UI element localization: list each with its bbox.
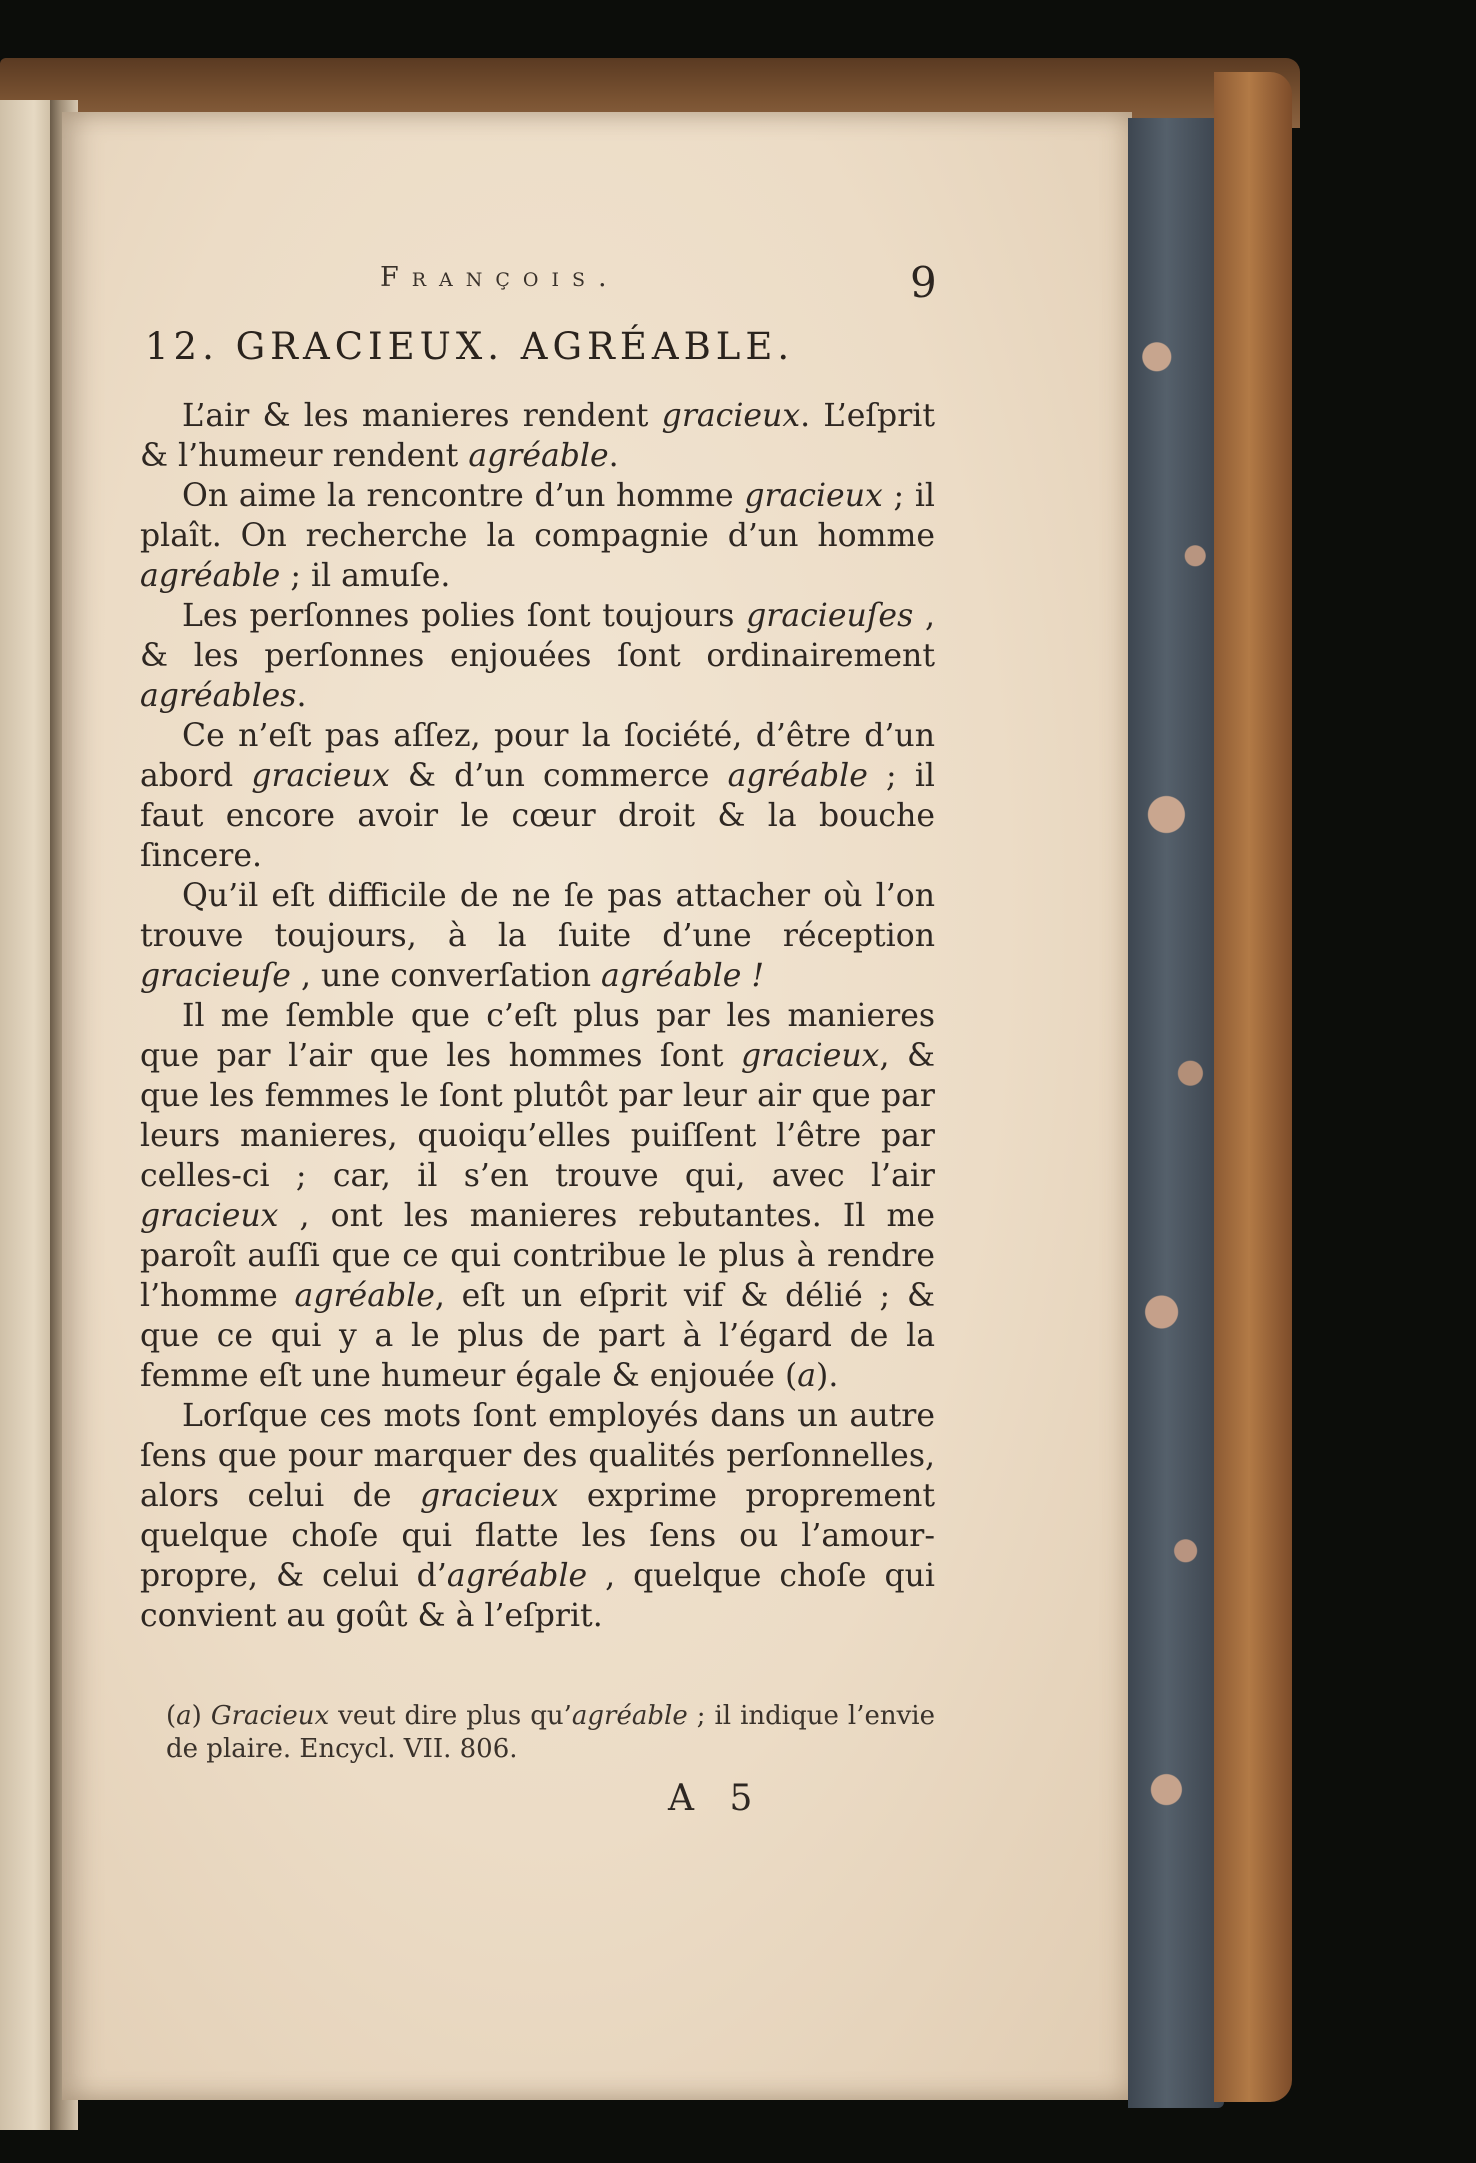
footnote [140,1700,935,1766]
text-run: . [296,678,307,714]
entry-body [140,396,935,1636]
text-run: ; il faut encore avoir le cœur droit & la bouche ſincere. [140,758,935,874]
page-number: 9 [910,258,937,307]
text-run: . [608,438,619,474]
italic-term: gracieux [741,1038,880,1074]
paragraph [140,596,935,716]
text-run: L’air & les manieres rendent [182,398,662,434]
italic-term: agréable [727,758,868,794]
text-run: Lorſque ces mots ſont employés dans un autre ſens que pour marquer des qualités perſonnelles, alors celui de [140,1398,935,1514]
text-run: , eſt un eſprit vif & délié ; & que ce qui y a le plus de part à l’égard de la femme eſt une humeur égale & enjouée ( [140,1278,935,1394]
text-run: ) [191,1701,211,1731]
text-run: On aime la rencontre d’un homme [182,478,745,514]
text-run: Qu’il eſt difficile de ne ſe pas attacher où l’on trouve toujours, à la ſuite d’une réception [140,878,935,954]
paragraph [140,1396,935,1636]
italic-term: gracieuſes [746,598,914,634]
italic-term: agréable [446,1558,588,1594]
text-run: , & les perſonnes enjouées ſont ordinairement [140,598,936,674]
paragraph [140,476,935,596]
leather-board [1214,72,1292,2102]
italic-term: gracieuſe [140,958,291,994]
italic-term: Gracieux [210,1701,330,1731]
text-run: Il me ſemble que c’eſt plus par les manieres que par l’air que les hommes ſont [140,998,935,1074]
text-run: , quelque choſe qui convient au goût & à l’eſprit. [140,1558,936,1634]
footnote-text [140,1700,935,1766]
text-run: ( [166,1701,177,1731]
text-run: ; il indique l’envie de plaire. Encycl. VII. 806. [166,1701,935,1764]
text-run: & d’un commerce [389,758,728,794]
text-run: ; il plaît. On recherche la compagnie d’un homme [140,478,935,554]
text-run: . L’eſprit & l’humeur rendent [140,398,935,474]
italic-term: a [176,1701,192,1731]
text-run: , une converſation [290,958,602,994]
text-run: veut dire plus qu’ [329,1701,572,1731]
text-run: , ont les manieres rebutantes. Il me paroît auſſi que ce qui contribue le plus à rendre l’homme [140,1198,935,1314]
italic-term: agréable ! [601,958,765,994]
italic-term: gracieux [140,1198,279,1234]
paragraph [140,996,935,1396]
text-run: ; il amuſe. [280,558,451,594]
marbled-fore-edge [1128,118,1224,2108]
italic-term: gracieux [251,758,390,794]
italic-term: agréable [294,1278,435,1314]
paragraph [140,396,935,476]
italic-term: agréable [571,1701,688,1731]
italic-term: agréable [468,438,609,474]
italic-term: a [797,1358,817,1394]
italic-term: gracieux [744,478,883,514]
text-run: ). [816,1358,839,1394]
italic-term: agréable [140,558,281,594]
text-run: Les perſonnes polies ſont toujours [182,598,747,634]
paragraph [140,876,935,996]
paragraph [140,716,935,876]
running-head [330,258,950,312]
entry-heading: 12. GRACIEUX. AGRÉABLE. [145,325,795,368]
running-head-title: François. [380,262,620,293]
text-run: , & que les femmes le ſont plutôt par leur air que par leurs manieres, quoiqu’elles puiſſent l’être par celles-ci ; car, il s’en trouve qui, avec l’air [140,1038,935,1194]
text-run: Ce n’eſt pas aſſez, pour la ſociété, d’être d’un abord [140,718,935,794]
text-run: exprime proprement quelque choſe qui flatte les ſens ou l’amour-propre, & celui d’ [140,1478,936,1594]
italic-term: gracieux [419,1478,559,1514]
italic-term: gracieux [661,398,801,434]
signature-mark: A 5 [668,1778,765,1819]
italic-term: agréables [140,678,297,714]
